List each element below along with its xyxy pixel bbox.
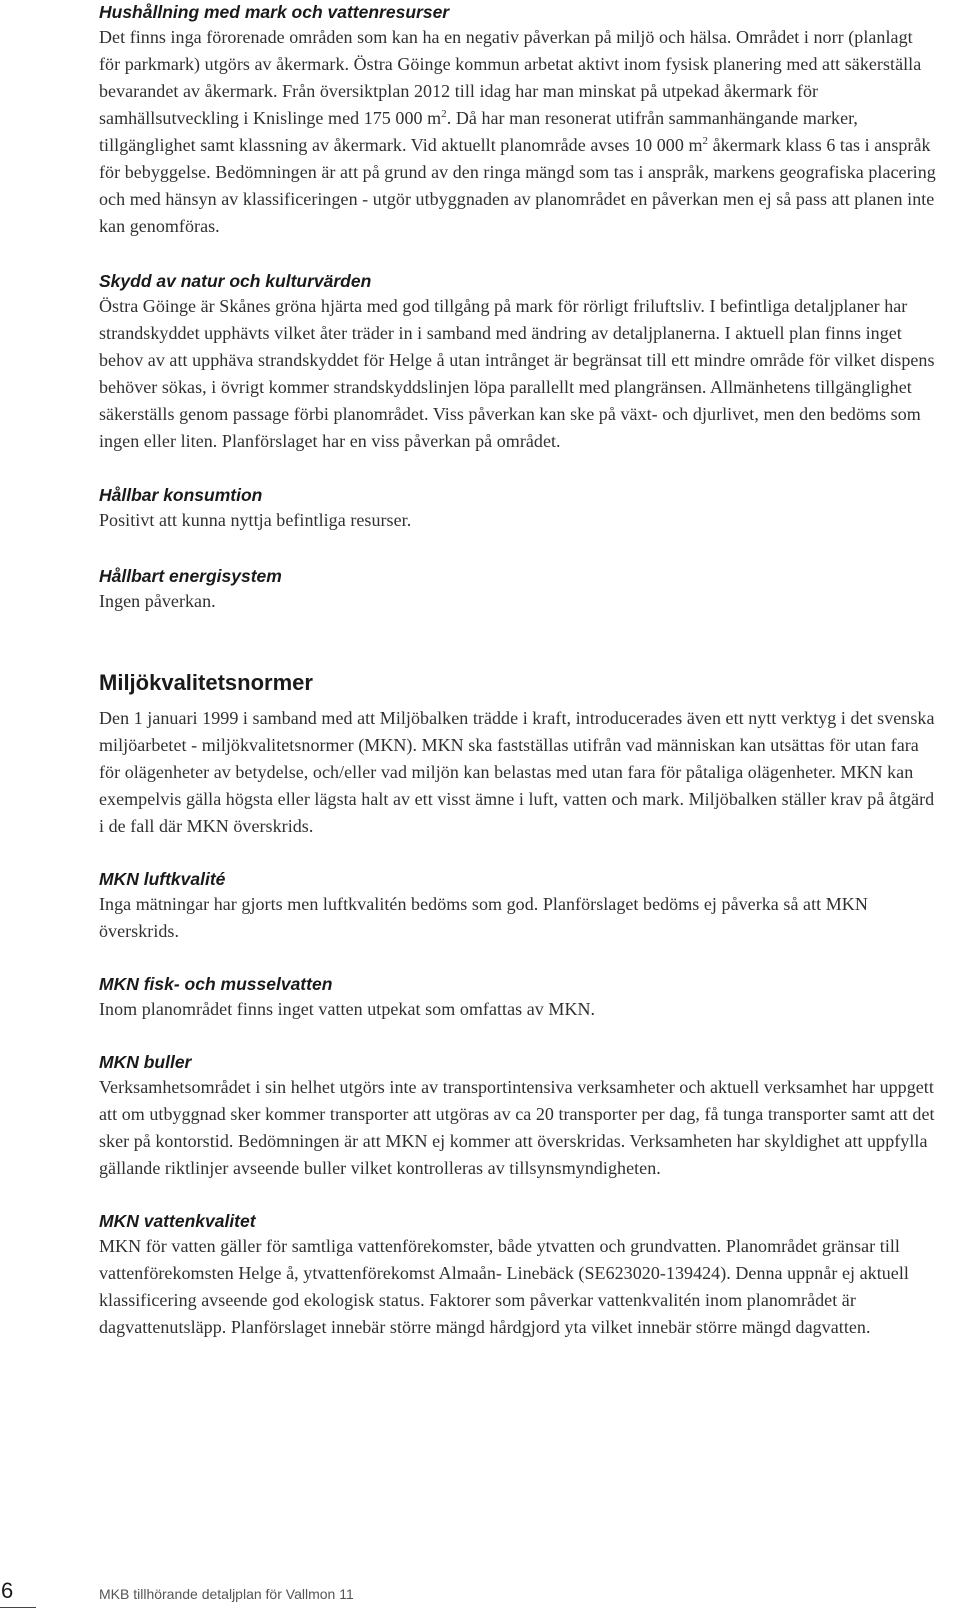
superscript: 2 <box>702 135 709 147</box>
section-heading: Hushållning med mark och vattenresurser <box>99 2 450 22</box>
superscript: 2 <box>441 108 447 120</box>
section-konsumtion <box>99 483 937 534</box>
section-text-part: åkermark klass 6 tas i anspråk för bebyggelse. Bedömningen är att på grund av den ringa mängd som tas i anspråk, markens geografiska placering och med hänsyn av klassificeringen - utgör utbyggnaden av planområdet en påverkan men ej så pass att planen inte kan genomföras. <box>99 135 936 236</box>
page-content <box>99 0 937 1341</box>
section-mkn <box>99 669 937 840</box>
section-skydd <box>99 269 937 455</box>
section-heading: MKN buller <box>99 1052 192 1072</box>
section-vatten <box>99 1209 937 1341</box>
section-text: Den 1 januari 1999 i samband med att Miljöbalken trädde i kraft, introducerades även ett nytt verktyg i det svenska miljöarbetet - miljökvalitetsnormer (MKN). MKN ska fastställas utifrån vad människan kan utsättas för utan fara för olägenheter av betydelse, och/eller vad miljön kan belastas med utan fara för påtaliga olägenheter. MKN kan exempelvis gälla högsta eller lägsta halt av ett visst ämne i luft, vatten och mark. Miljöbalken ställer krav på åtgärd i de fall där MKN överskrids. <box>99 708 935 836</box>
section-heading: Hållbar konsumtion <box>99 485 263 505</box>
footer-title: MKB tillhörande detaljplan för Vallmon 11 <box>99 1586 354 1602</box>
section-luft <box>99 867 937 945</box>
section-text: Inom planområdet finns inget vatten utpekat som omfattas av MKN. <box>99 999 596 1019</box>
section-text: Ingen påverkan. <box>99 591 216 611</box>
section-energi <box>99 564 937 615</box>
section-buller <box>99 1050 937 1182</box>
section-hushallning <box>99 0 937 240</box>
section-text: Östra Göinge är Skånes gröna hjärta med god tillgång på mark för rörligt friluftsliv. I befintliga detaljplaner har strandskyddet upphävts vilket åter träder in i samband med ändring av detaljplanerna. I aktuell plan finns inget behov av att upphäva strandskyddet för Helge å utan intrånget är begränsat till ett mindre område för vilket dispens behöver sökas, i övrigt kommer strandskyddslinjen löpa parallellt med plangränsen. Allmänhetens tillgänglighet säkerställs genom passage förbi planområdet. Viss påverkan kan ske på växt- och djurlivet, men den bedöms som ingen eller liten. Planförslaget har en viss påverkan på området. <box>99 296 935 451</box>
footer-divider <box>0 1607 36 1608</box>
section-text: Verksamhetsområdet i sin helhet utgörs inte av transportintensiva verksamheter och aktuell verksamhet har uppgett att om utbyggnad sker kommer transporter att utgöras av ca 20 transporter per dag, få tunga transporter samt att det sker på kontorstid. Bedömningen är att MKN ej kommer att överskridas. Verksamheten har skyldighet att uppfylla gällande riktlinjer avseende buller vilket kontrolleras av tillsynsmyndigheten. <box>99 1077 935 1178</box>
main-heading: Miljökvalitetsnormer <box>99 670 313 695</box>
section-text: Inga mätningar har gjorts men luftkvalitén bedöms som god. Planförslaget bedöms ej påverka så att MKN överskrids. <box>99 894 868 941</box>
section-text: MKN för vatten gäller för samtliga vattenförekomster, både ytvatten och grundvatten. Planområdet gränsar till vattenförekomsten Helge å, ytvattenförekomst Almaån- Linebäck (SE623020-139424). Denna uppnår ej aktuell klassificering avseende god ekologisk status. Faktorer som påverkar vattenkvalitén inom planområdet är dagvattenutsläpp. Planförslaget innebär större mängd hårdgjord yta vilket innebär större mängd dagvatten. <box>99 1236 909 1337</box>
section-heading: MKN fisk- och musselvatten <box>99 974 333 994</box>
section-heading: Skydd av natur och kulturvärden <box>99 271 372 291</box>
section-text <box>99 24 937 240</box>
section-text-part: Det finns inga förorenade områden som kan ha en negativ påverkan på miljö och hälsa. Området i norr (planlagt för parkmark) utgörs av åkermark. Östra Göinge kommun arbetat aktivt inom fysisk planering med att säkerställa bevarandet av åkermark. Från översiktplan 2012 till idag har man minskat på utpekad åkermark för samhällsutveckling i Knislinge med 175 000 m <box>99 27 922 128</box>
section-heading: MKN vattenkvalitet <box>99 1211 256 1231</box>
section-heading: Hållbart energisystem <box>99 566 282 586</box>
section-heading: MKN luftkvalité <box>99 869 226 889</box>
page-number: 6 <box>1 1578 14 1603</box>
section-fisk <box>99 972 937 1023</box>
section-text-part: . Då har man resonerat utifrån sammanhängande marker, tillgänglighet samt klassning av åkermark. Vid aktuellt planområde avses 10 000 m <box>99 108 858 155</box>
section-text: Positivt att kunna nyttja befintliga resurser. <box>99 510 412 530</box>
